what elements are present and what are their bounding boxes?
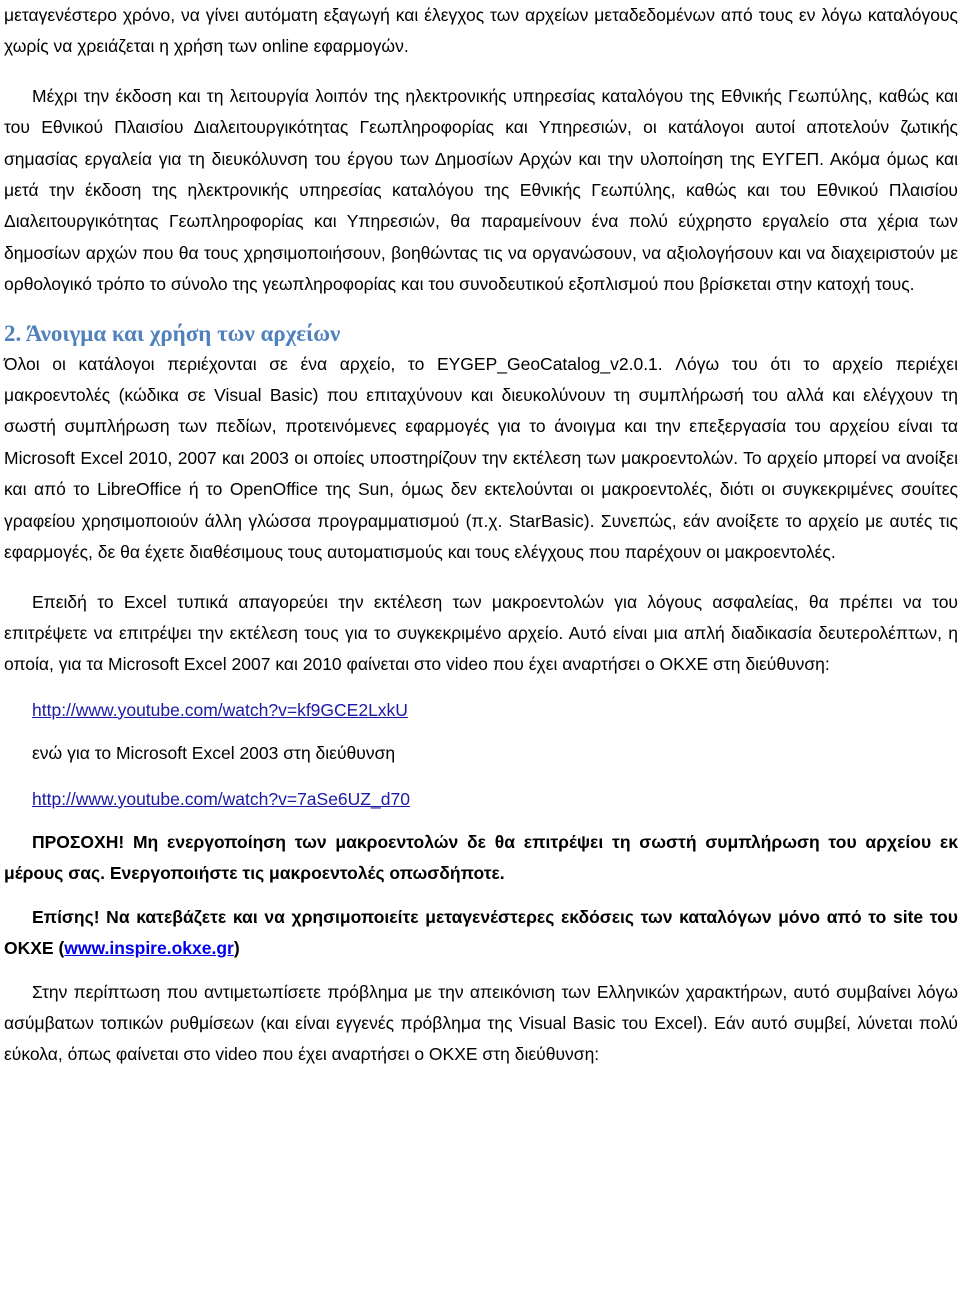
paragraph-excel-2003: ενώ για το Microsoft Excel 2003 στη διεύθυνση <box>32 743 396 764</box>
section-heading: 2. Άνοιγμα και χρήση των αρχείων <box>4 320 341 346</box>
paragraph-catalog-tools: Μέχρι την έκδοση και τη λειτουργία λοιπόν της ηλεκτρονικής υπηρεσίας καταλόγου της Εθνικής Γεωπύλης, καθώς και του Εθνικού Πλαισίου Διαλειτουργικότητας Γεωπληροφορίας και Υπηρεσιών, οι κατάλογοι αυτοί αποτελούν ζωτικής σημασίας εργαλεία για τη διευκόλυνση του έργου των Δημοσίων Αρχών και την υλοποίηση της ΕΥΓΕΠ. Ακόμα όμως και μετά την έκδοση της ηλεκτρονικής υπηρεσίας καταλόγου της Εθνικής Γεωπύλης, καθώς και του Εθνικού Πλαισίου Διαλειτουργικότητας Γεωπληροφορίας και Υπηρεσιών, θα παραμείνουν ένα πολύ εύχρηστο εργαλείο στα χέρια των δημοσίων αρχών που θα τους χρησιμοποιήσουν, βοηθώντας τις να οργανώσουν, να αξιολογήσουν και να διαχειριστούν με ορθολογικό τρόπο το σύνολο της γεωπληροφορίας και του συνοδευτικού εξοπλισμού που βρίσκεται στην κατοχή τους. <box>4 85 958 295</box>
paragraph-greek-characters: Στην περίπτωση που αντιμετωπίσετε πρόβλημα με την απεικόνιση των Ελληνικών χαρακτήρων, αυτό συμβαίνει λόγω ασύμβατων τοπικών ρυθμίσεων (και είναι εγγενές πρόβλημα της Visual Basic του Excel). Εάν αυτό συμβεί, λύνεται πολύ εύκολα, όπως φαίνεται στο video που έχει αναρτήσει ο ΟΚΧΕ στη διεύθυνση: <box>4 981 958 1065</box>
youtube-link-excel-2003[interactable]: http://www.youtube.com/watch?v=7aSe6UZ_d70 <box>32 788 410 809</box>
document-page <box>4 0 958 1071</box>
link-line-2 <box>4 784 958 815</box>
okxe-site-link[interactable]: www.inspire.okxe.gr <box>64 938 234 959</box>
youtube-link-excel-2007-2010[interactable]: http://www.youtube.com/watch?v=kf9GCE2LxkU <box>32 699 408 720</box>
paragraph-continuation: μεταγενέστερο χρόνο, να γίνει αυτόματη εξαγωγή και έλεγχος των αρχείων μεταδεδομένων από τους εν λόγω καταλόγους χωρίς να χρειάζεται η χρήση των online εφαρμογών. <box>4 5 958 57</box>
download-notice-text: Επίσης! Να κατεβάζετε και να χρησιμοποιείτε μεταγενέστερες εκδόσεις των καταλόγων μόνο από το site του ΟΚΧΕ ( <box>4 906 958 959</box>
download-notice-close: ) <box>233 938 240 959</box>
paragraph-download-notice <box>4 902 958 965</box>
paragraph-warning: ΠΡΟΣΟΧΗ! Μη ενεργοποίηση των μακροεντολών δε θα επιτρέψει τη σωστή συμπλήρωση του αρχείου εκ μέρους σας. Ενεργοποιήστε τις μακροεντολές οπωσδήποτε. <box>4 831 958 884</box>
paragraph-file-usage: Όλοι οι κατάλογοι περιέχονται σε ένα αρχείο, το EYGEP_GeoCatalog_v2.0.1. Λόγω του ότι το αρχείο περιέχει μακροεντολές (κώδικα σε Visual Basic) που επιταχύνουν και διευκολύνουν τη συμπλήρωσή του αλλά και ελέγχουν τη σωστή συμπλήρωση των πεδίων, προτεινόμενες εφαρμογές για το άνοιγμα και την επεξεργασία του αρχείου είναι τα Microsoft Excel 2010, 2007 και 2003 οι οποίες υποστηρίζουν την εκτέλεση των μακροεντολών. Το αρχείο μπορεί να ανοίξει και από το LibreOffice ή το OpenOffice της Sun, όμως δεν εκτελούνται οι μακροεντολές, διότι οι συγκεκριμένες σουίτες γραφείου χρησιμοποιούν άλλη γλώσσα προγραμματισμού (π.χ. StarBasic). Συνεπώς, εάν ανοίξετε το αρχείο με αυτές τις εφαρμογές, δε θα έχετε διαθέσιμους τους αυτοματισμούς και τους ελέγχους που παρέχουν οι μακροεντολές. <box>4 353 958 563</box>
link-line-1 <box>4 695 958 726</box>
paragraph-macro-security: Επειδή το Excel τυπικά απαγορεύει την εκτέλεση των μακροεντολών για λόγους ασφαλείας, θα πρέπει να του επιτρέψετε να επιτρέψει την εκτέλεση τους για το συγκεκριμένο αρχείο. Αυτό είναι μια απλή διαδικασία δευτερολέπτων, η οποία, για τα Microsoft Excel 2007 και 2010 φαίνεται στο video που έχει αναρτήσει ο ΟΚΧΕ στη διεύθυνση: <box>4 591 958 675</box>
